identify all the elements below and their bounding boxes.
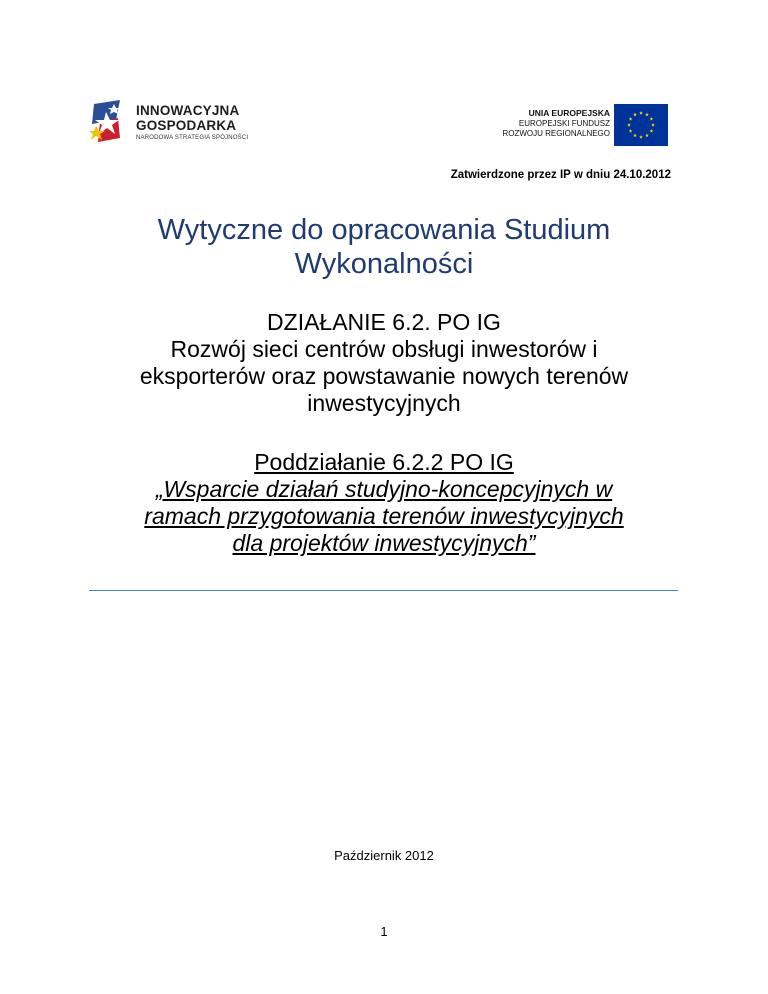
action-line4: inwestycyjnych xyxy=(307,390,461,416)
action-line1: DZIAŁANIE 6.2. PO IG xyxy=(267,309,501,335)
star-logo-icon xyxy=(90,98,132,146)
horizontal-rule xyxy=(89,590,678,591)
title-line1: Wytyczne do opracowania Studium xyxy=(157,214,611,246)
subaction-line4: dla projektów inwestycyjnych” xyxy=(232,530,536,556)
subaction-heading xyxy=(60,449,708,557)
eu-logo-line1: UNIA EUROPEJSKA xyxy=(528,108,610,118)
approval-note: Zatwierdzone przez IP w dniu 24.10.2012 xyxy=(450,169,671,181)
eu-logo-line2: EUROPEJSKI FUNDUSZ xyxy=(518,119,610,128)
subaction-line2: „Wsparcie działań studyjno-koncepcyjnych w xyxy=(155,476,613,502)
subaction-line1: Poddziałanie 6.2.2 PO IG xyxy=(254,449,514,475)
logo-text-line3: NARODOWA STRATEGIA SPÓJNOŚCI xyxy=(136,135,249,141)
eu-flag-icon xyxy=(614,104,668,146)
document-title xyxy=(60,213,708,281)
innowacyjna-gospodarka-logo xyxy=(90,98,280,150)
eu-logo-line3: ROZWOJU REGIONALNEGO xyxy=(502,129,610,138)
page-number: 1 xyxy=(380,924,388,939)
action-line3: eksporterów oraz powstawanie nowych terenów xyxy=(139,363,629,389)
action-line2: Rozwój sieci centrów obsługi inwestorów i xyxy=(170,336,598,362)
eu-logo xyxy=(498,104,668,148)
logo-text-line2: GOSPODARKA xyxy=(136,118,237,133)
action-heading xyxy=(60,309,708,417)
document-date: Październik 2012 xyxy=(334,848,434,863)
subaction-line3: ramach przygotowania terenów inwestycyjnych xyxy=(144,503,624,529)
logo-text-line1: INNOWACYJNA xyxy=(136,103,240,118)
title-line2: Wykonalności xyxy=(294,248,474,280)
